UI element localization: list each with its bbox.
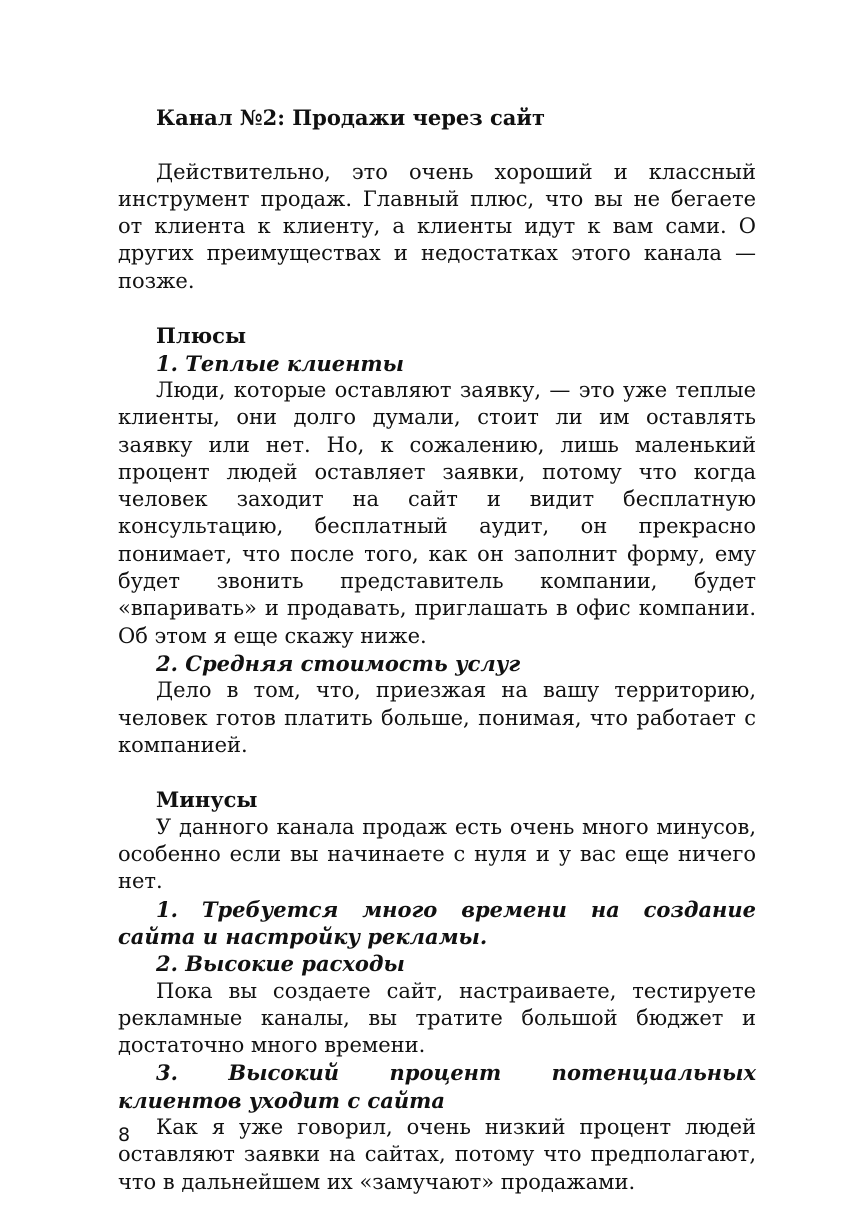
cons-item-title: 3. Высокий процент потенциальных клиентов уходит с сайта [118, 1060, 756, 1113]
section-title: Канал №2: Продажи через сайт [156, 105, 545, 130]
spacer [118, 131, 756, 158]
pros-heading: Плюсы [156, 323, 247, 349]
page-number: 8 [118, 1124, 131, 1146]
cons-item-text: Как я уже говорил, очень низкий процент людей оставляют заявки на сайтах, потому что предполагают, что в дальнейшем их «замучают» продажами. [118, 1114, 756, 1194]
pros-item-title: 2. Средняя стоимость услуг [156, 650, 521, 676]
pros-item-text: Люди, которые оставляют заявку, — это уже теплые клиенты, они долго думали, стоит ли им оставлять заявку или нет. Но, к сожалению, лишь маленький процент людей оставляет заявки, потому что когда человек заходит на сайт и видит бесплатную консультацию, бесплатный аудит, он прекрасно понимает, что после того, как он заполнит форму, ему будет звонить представитель компании, будет «впаривать» и продавать, приглашать в офис компании. Об этом я еще скажу ниже. [118, 377, 756, 648]
pros-item-text: Дело в том, что, приезжая на вашу территорию, человек готов платить больше, понимая, что работает с компанией. [118, 678, 756, 757]
spacer [118, 295, 756, 322]
cons-item-title: 2. Высокие расходы [156, 951, 405, 977]
cons-item-title: 1. Требуется много времени на создание сайта и настройку рекламы. [118, 896, 756, 949]
spacer [118, 759, 756, 786]
pros-item-title: 1. Теплые клиенты [156, 350, 405, 376]
cons-intro: У данного канала продаж есть очень много минусов, особенно если вы начинаете с нуля и у вас еще ничего нет. [118, 814, 756, 894]
cons-heading: Минусы [156, 787, 258, 813]
intro-paragraph: Действительно, это очень хороший и классный инструмент продаж. Главный плюс, что вы не бегаете от клиента к клиенту, а клиенты идут к вам сами. О других преимуществах и недостатках этого канала — позже. [118, 159, 756, 293]
page-content [118, 104, 756, 1196]
cons-item-text: Пока вы создаете сайт, настраиваете, тестируете рекламные каналы, вы тратите большой бюджет и достаточно много времени. [118, 978, 756, 1058]
